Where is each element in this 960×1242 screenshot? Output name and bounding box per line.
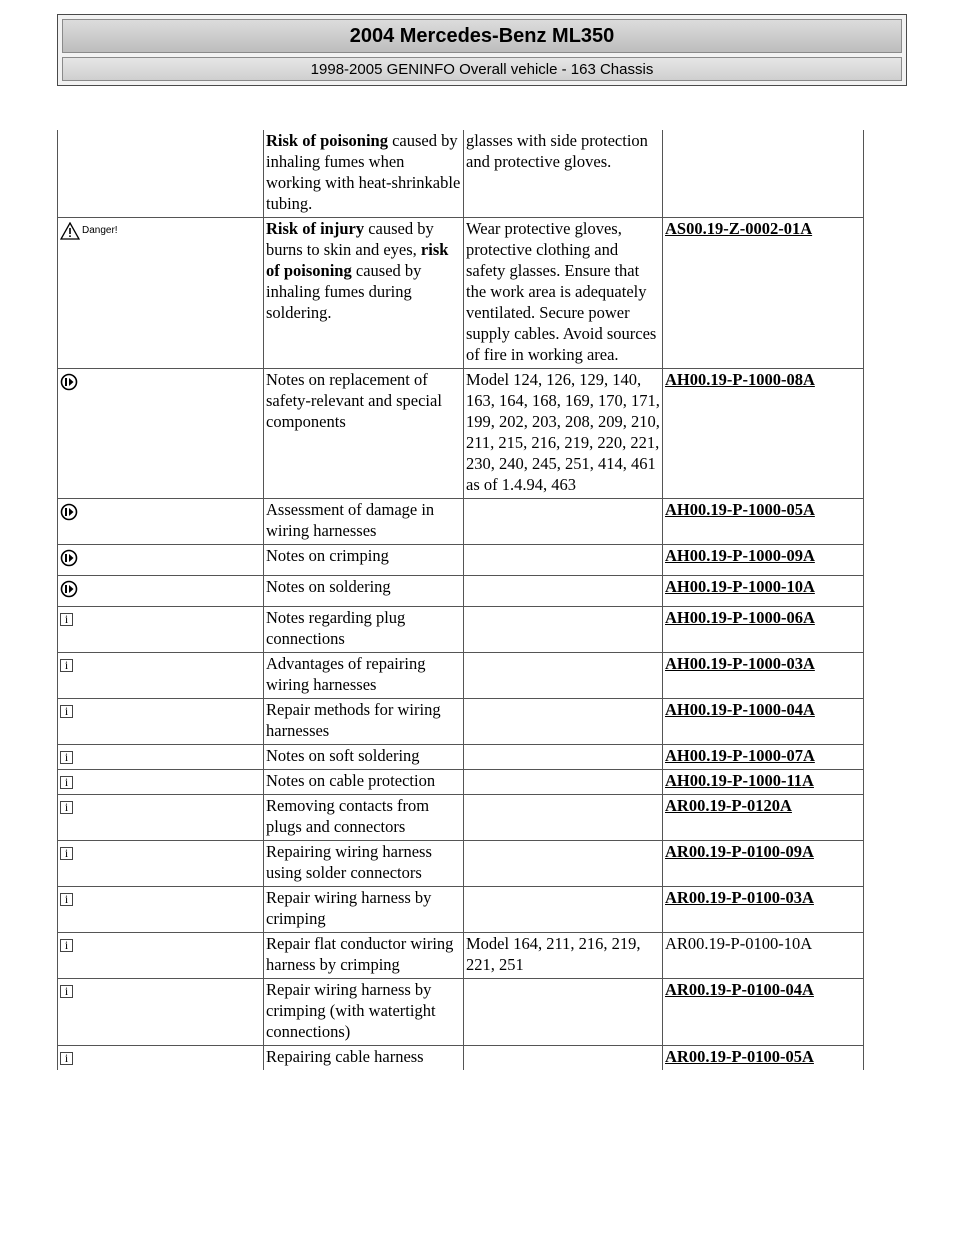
reference-link[interactable]: AR00.19-P-0100-09A	[665, 842, 814, 861]
row-icon-cell	[58, 770, 264, 795]
row-note	[464, 1046, 663, 1071]
row-icon-cell	[58, 545, 264, 576]
row-note	[464, 499, 663, 545]
row-description: Notes on cable protection	[264, 770, 464, 795]
table-row	[58, 653, 864, 699]
row-reference-cell	[663, 887, 864, 933]
table-row	[58, 130, 864, 218]
row-note	[464, 887, 663, 933]
row-icon-cell	[58, 933, 264, 979]
row-note	[464, 745, 663, 770]
reference-link[interactable]: AH00.19-P-1000-05A	[665, 500, 815, 519]
row-note	[464, 699, 663, 745]
row-reference-cell	[663, 745, 864, 770]
row-description: Repair flat conductor wiring harness by crimping	[264, 933, 464, 979]
row-icon-cell	[58, 887, 264, 933]
row-reference-cell	[663, 979, 864, 1046]
row-description: Repair wiring harness by crimping	[264, 887, 464, 933]
table-row	[58, 841, 864, 887]
row-reference-cell	[663, 841, 864, 887]
reference-link[interactable]: AH00.19-P-1000-03A	[665, 654, 815, 673]
table-row	[58, 607, 864, 653]
row-note: Wear protective gloves, protective clothing and safety glasses. Ensure that the work area is adequately ventilated. Secure power supply cables. Avoid sources of fire in working area.	[464, 218, 663, 369]
row-reference-cell	[663, 795, 864, 841]
row-description: Notes on crimping	[264, 545, 464, 576]
row-icon-cell	[58, 1046, 264, 1071]
row-description: Repairing wiring harness using solder connectors	[264, 841, 464, 887]
table-row	[58, 545, 864, 576]
info-icon: i	[60, 847, 73, 860]
description-emphasis: Risk of poisoning	[266, 131, 388, 150]
description-text: caused by inhaling fumes when working with heat-shrinkable tubing.	[266, 131, 461, 213]
row-icon-cell	[58, 499, 264, 545]
reference-text: AR00.19-P-0100-10A	[665, 934, 813, 953]
info-icon: i	[60, 776, 73, 789]
repair-reference-table	[57, 130, 864, 1070]
row-description: Assessment of damage in wiring harnesses	[264, 499, 464, 545]
reference-link[interactable]: AH00.19-P-1000-10A	[665, 577, 815, 596]
reference-link[interactable]: AR00.19-P-0100-04A	[665, 980, 814, 999]
info-icon: i	[60, 705, 73, 718]
row-reference-cell	[663, 933, 864, 979]
row-reference-cell	[663, 770, 864, 795]
row-reference-cell	[663, 130, 864, 218]
row-description: Repairing cable harness	[264, 1046, 464, 1071]
note-arrow-icon	[60, 503, 78, 521]
table-row	[58, 1046, 864, 1071]
row-reference-cell	[663, 545, 864, 576]
row-note	[464, 653, 663, 699]
row-icon-cell	[58, 576, 264, 607]
info-icon: i	[60, 659, 73, 672]
reference-link[interactable]: AH00.19-P-1000-06A	[665, 608, 815, 627]
table-row	[58, 218, 864, 369]
table-row	[58, 887, 864, 933]
table-row	[58, 369, 864, 499]
row-description	[264, 130, 464, 218]
reference-link[interactable]: AR00.19-P-0100-05A	[665, 1047, 814, 1066]
info-icon: i	[60, 985, 73, 998]
row-note	[464, 795, 663, 841]
note-arrow-icon	[60, 549, 78, 567]
table-row	[58, 745, 864, 770]
row-reference-cell	[663, 218, 864, 369]
row-description: Notes on soldering	[264, 576, 464, 607]
row-icon-cell	[58, 218, 264, 369]
row-description: Advantages of repairing wiring harnesses	[264, 653, 464, 699]
table-row	[58, 795, 864, 841]
row-icon-cell	[58, 795, 264, 841]
row-icon-cell	[58, 841, 264, 887]
row-icon-cell	[58, 745, 264, 770]
row-icon-cell	[58, 653, 264, 699]
reference-link[interactable]: AS00.19-Z-0002-01A	[665, 219, 813, 238]
reference-link[interactable]: AH00.19-P-1000-11A	[665, 771, 814, 790]
reference-link[interactable]: AH00.19-P-1000-08A	[665, 370, 815, 389]
row-description	[264, 218, 464, 369]
info-icon: i	[60, 939, 73, 952]
row-note: Model 124, 126, 129, 140, 163, 164, 168, 169, 170, 171, 199, 202, 203, 208, 209, 210, 211, 215, 216, 219, 220, 221, 230, 240, 245, 251, 414, 461 as of 1.4.94, 463	[464, 369, 663, 499]
row-description: Repair methods for wiring harnesses	[264, 699, 464, 745]
row-note	[464, 607, 663, 653]
row-reference-cell	[663, 653, 864, 699]
description-text: caused by burns to skin and eyes,	[266, 219, 434, 259]
info-icon: i	[60, 613, 73, 626]
row-icon-cell	[58, 369, 264, 499]
reference-link[interactable]: AR00.19-P-0100-03A	[665, 888, 814, 907]
table-row	[58, 770, 864, 795]
row-note	[464, 841, 663, 887]
row-reference-cell	[663, 1046, 864, 1071]
description-emphasis: risk of poisoning	[266, 240, 449, 280]
info-icon: i	[60, 751, 73, 764]
table-row	[58, 933, 864, 979]
row-note: glasses with side protection and protective gloves.	[464, 130, 663, 218]
reference-link[interactable]: AH00.19-P-1000-07A	[665, 746, 815, 765]
row-description: Notes regarding plug connections	[264, 607, 464, 653]
info-icon: i	[60, 801, 73, 814]
row-icon-cell	[58, 699, 264, 745]
note-arrow-icon	[60, 580, 78, 598]
document-title: 2004 Mercedes-Benz ML350	[62, 19, 902, 53]
table-row	[58, 576, 864, 607]
row-description: Notes on soft soldering	[264, 745, 464, 770]
row-reference-cell	[663, 499, 864, 545]
row-reference-cell	[663, 576, 864, 607]
info-icon: i	[60, 893, 73, 906]
table-row	[58, 499, 864, 545]
row-description: Notes on replacement of safety-relevant and special components	[264, 369, 464, 499]
row-icon-cell	[58, 130, 264, 218]
description-emphasis: Risk of injury	[266, 219, 365, 238]
row-icon-cell	[58, 607, 264, 653]
row-note: Model 164, 211, 216, 219, 221, 251	[464, 933, 663, 979]
row-note	[464, 770, 663, 795]
row-reference-cell	[663, 699, 864, 745]
note-arrow-icon	[60, 373, 78, 391]
info-icon: i	[60, 1052, 73, 1065]
document-header	[57, 14, 907, 86]
danger-label: Danger!	[82, 225, 118, 236]
row-icon-cell	[58, 979, 264, 1046]
row-description: Removing contacts from plugs and connectors	[264, 795, 464, 841]
reference-link[interactable]: AH00.19-P-1000-04A	[665, 700, 815, 719]
description-text: caused by inhaling fumes during soldering.	[266, 261, 422, 322]
row-reference-cell	[663, 607, 864, 653]
table-row	[58, 699, 864, 745]
row-description: Repair wiring harness by crimping (with watertight connections)	[264, 979, 464, 1046]
row-note	[464, 979, 663, 1046]
document-subtitle: 1998-2005 GENINFO Overall vehicle - 163 Chassis	[62, 57, 902, 81]
warning-triangle-icon	[60, 220, 118, 241]
reference-link[interactable]: AH00.19-P-1000-09A	[665, 546, 815, 565]
row-note	[464, 545, 663, 576]
row-reference-cell	[663, 369, 864, 499]
reference-link[interactable]: AR00.19-P-0120A	[665, 796, 792, 815]
table-row	[58, 979, 864, 1046]
row-note	[464, 576, 663, 607]
